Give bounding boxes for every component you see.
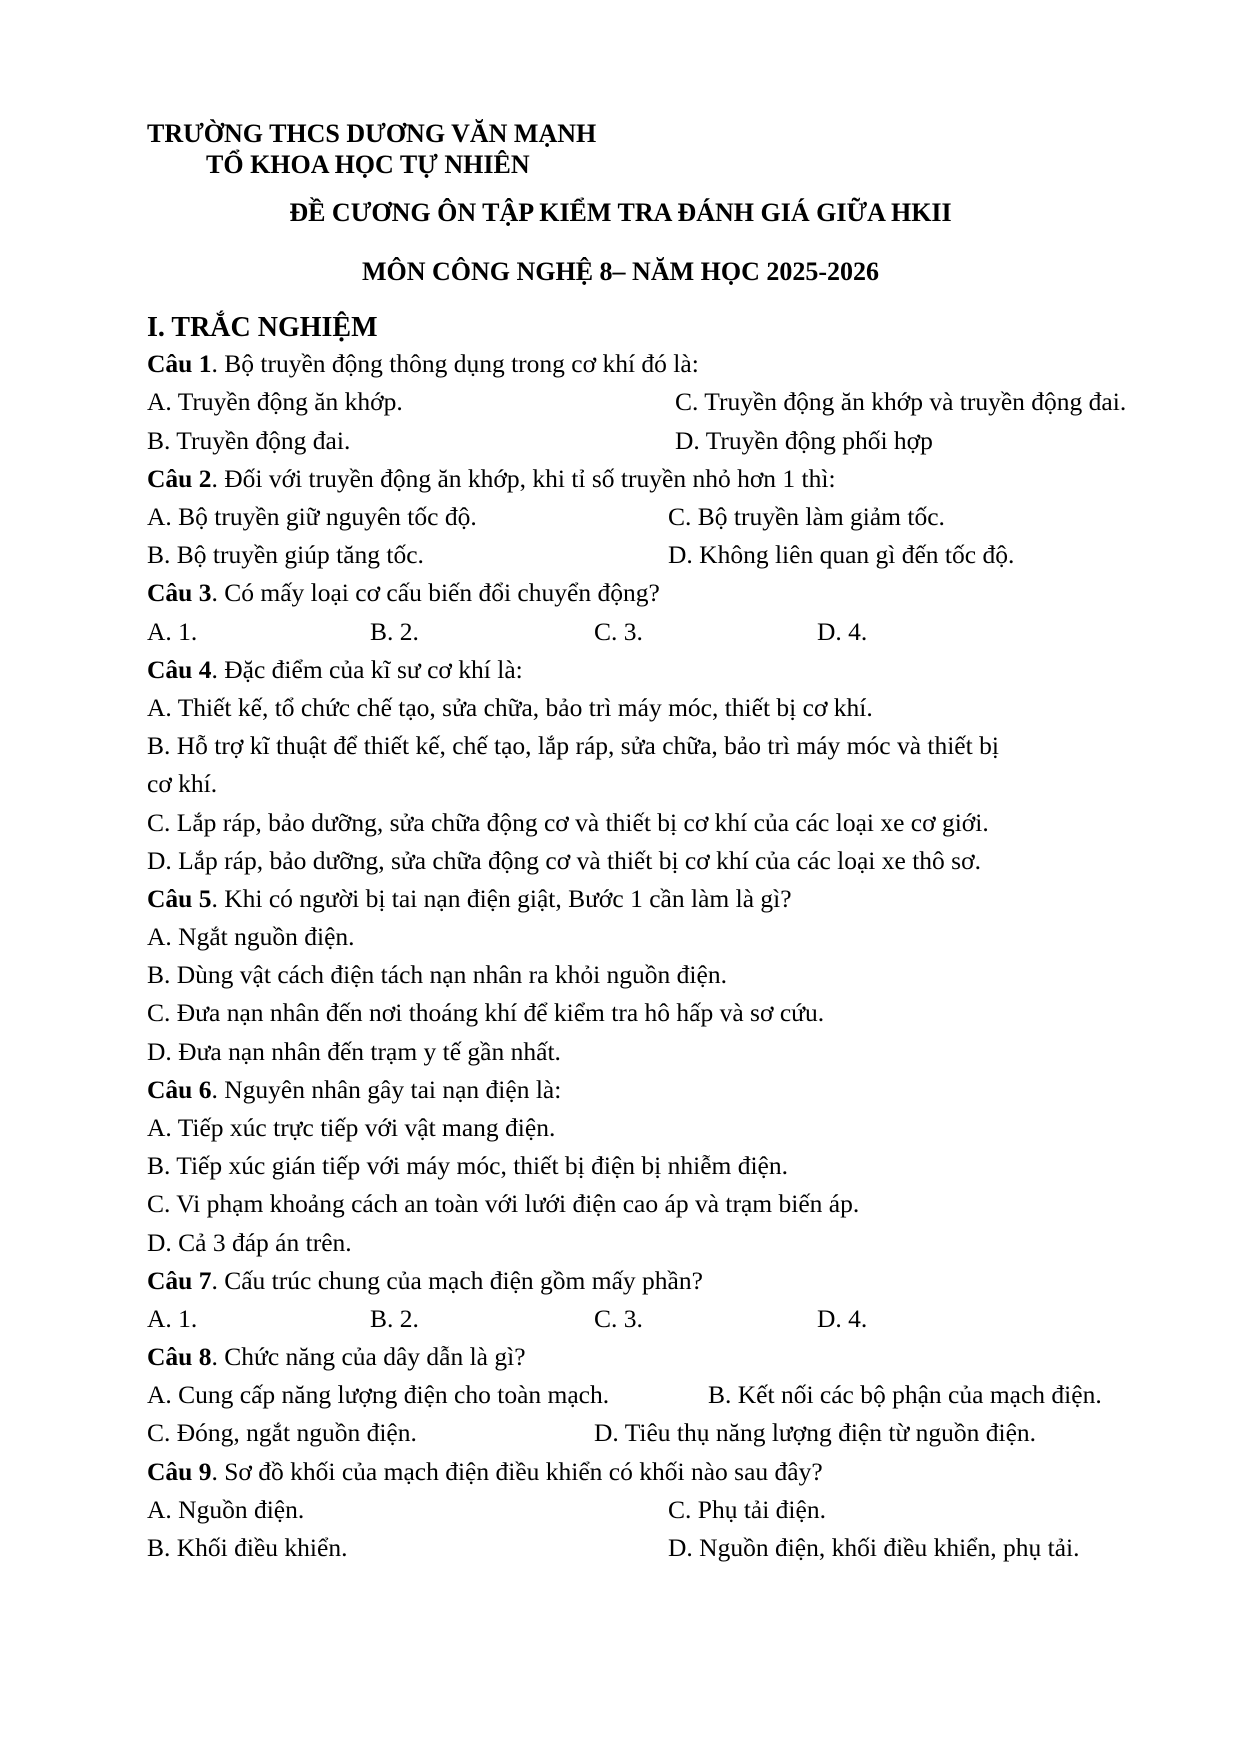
question-label: Câu 7: [147, 1266, 212, 1295]
question-6-option-a: A. Tiếp xúc trực tiếp với vật mang điện.: [147, 1113, 556, 1142]
question-label: Câu 3: [147, 578, 212, 607]
question-9: [147, 1457, 823, 1487]
question-3: [147, 578, 660, 608]
question-text: . Nguyên nhân gây tai nạn điện là:: [211, 1075, 562, 1104]
question-text: . Đặc điểm của kĩ sư cơ khí là:: [211, 655, 523, 684]
question-8-option-b: B. Kết nối các bộ phận của mạch điện.: [708, 1380, 1102, 1409]
question-8-option-c: C. Đóng, ngắt nguồn điện.: [147, 1418, 417, 1447]
question-7-option-a: A. 1.: [147, 1304, 198, 1333]
question-9-option-d: D. Nguồn điện, khối điều khiển, phụ tải.: [668, 1533, 1080, 1562]
question-2-option-d: D. Không liên quan gì đến tốc độ.: [668, 540, 1015, 569]
question-8-option-a: A. Cung cấp năng lượng điện cho toàn mạch.: [147, 1380, 610, 1409]
question-4-option-b-continued: cơ khí.: [147, 769, 218, 798]
question-text: . Khi có người bị tai nạn điện giật, Bước 1 cần làm là gì?: [211, 884, 792, 913]
question-3-option-a: A. 1.: [147, 617, 198, 646]
question-3-option-c: C. 3.: [594, 617, 643, 646]
question-7: [147, 1266, 703, 1296]
question-1-option-c: C. Truyền động ăn khớp và truyền động đai.: [675, 387, 1127, 416]
question-6-option-b: B. Tiếp xúc gián tiếp với máy móc, thiết bị điện bị nhiễm điện.: [147, 1151, 788, 1180]
question-text: . Cấu trúc chung của mạch điện gồm mấy phần?: [211, 1266, 703, 1295]
question-6: [147, 1075, 561, 1105]
question-6-option-c: C. Vi phạm khoảng cách an toàn với lưới điện cao áp và trạm biến áp.: [147, 1189, 860, 1218]
question-label: Câu 9: [147, 1457, 212, 1486]
question-4-option-d: D. Lắp ráp, bảo dưỡng, sửa chữa động cơ và thiết bị cơ khí của các loại xe thô sơ.: [147, 846, 981, 875]
department-name: TỔ KHOA HỌC TỰ NHIÊN: [206, 150, 530, 179]
question-text: . Đối với truyền động ăn khớp, khi tỉ số truyền nhỏ hơn 1 thì:: [211, 464, 836, 493]
question-2-option-c: C. Bộ truyền làm giảm tốc.: [668, 502, 945, 531]
question-2-option-a: A. Bộ truyền giữ nguyên tốc độ.: [147, 502, 477, 531]
question-5-option-c: C. Đưa nạn nhân đến nơi thoáng khí để kiểm tra hô hấp và sơ cứu.: [147, 998, 825, 1027]
question-text: . Bộ truyền động thông dụng trong cơ khí đó là:: [211, 349, 699, 378]
question-7-option-c: C. 3.: [594, 1304, 643, 1333]
question-6-option-d: D. Cả 3 đáp án trên.: [147, 1228, 352, 1257]
question-label: Câu 6: [147, 1075, 212, 1104]
question-label: Câu 2: [147, 464, 212, 493]
question-label: Câu 4: [147, 655, 212, 684]
section-title: I. TRẮC NGHIỆM: [147, 312, 378, 343]
question-label: Câu 1: [147, 349, 212, 378]
question-text: . Sơ đồ khối của mạch điện điều khiển có khối nào sau đây?: [211, 1457, 823, 1486]
question-label: Câu 8: [147, 1342, 212, 1371]
question-5-option-d: D. Đưa nạn nhân đến trạm y tế gần nhất.: [147, 1037, 561, 1066]
question-1-option-d: D. Truyền động phối hợp: [675, 426, 933, 455]
question-1: [147, 349, 699, 379]
question-label: Câu 5: [147, 884, 212, 913]
question-3-option-b: B. 2.: [370, 617, 419, 646]
question-1-option-a: A. Truyền động ăn khớp.: [147, 387, 403, 416]
school-name: TRƯỜNG THCS DƯƠNG VĂN MẠNH: [147, 119, 597, 148]
question-5-option-a: A. Ngắt nguồn điện.: [147, 922, 355, 951]
question-1-option-b: B. Truyền động đai.: [147, 426, 351, 455]
question-7-option-d: D. 4.: [817, 1304, 868, 1333]
question-4-option-c: C. Lắp ráp, bảo dưỡng, sửa chữa động cơ và thiết bị cơ khí của các loại xe cơ giới.: [147, 808, 989, 837]
question-text: . Chức năng của dây dẫn là gì?: [211, 1342, 526, 1371]
question-5-option-b: B. Dùng vật cách điện tách nạn nhân ra khỏi nguồn điện.: [147, 960, 727, 989]
question-9-option-a: A. Nguồn điện.: [147, 1495, 305, 1524]
question-8: [147, 1342, 526, 1372]
question-text: . Có mấy loại cơ cấu biến đổi chuyển động?: [211, 578, 660, 607]
question-5: [147, 884, 792, 914]
question-4-option-b: B. Hỗ trợ kĩ thuật để thiết kế, chế tạo, lắp ráp, sửa chữa, bảo trì máy móc và thiết bị: [147, 731, 999, 760]
question-9-option-b: B. Khối điều khiển.: [147, 1533, 348, 1562]
document-subtitle: MÔN CÔNG NGHỆ 8– NĂM HỌC 2025-2026: [361, 257, 880, 286]
question-2: [147, 464, 836, 494]
question-4: [147, 655, 523, 685]
question-9-option-c: C. Phụ tải điện.: [668, 1495, 826, 1524]
question-2-option-b: B. Bộ truyền giúp tăng tốc.: [147, 540, 424, 569]
question-7-option-b: B. 2.: [370, 1304, 419, 1333]
question-4-option-a: A. Thiết kế, tổ chức chế tạo, sửa chữa, bảo trì máy móc, thiết bị cơ khí.: [147, 693, 873, 722]
question-8-option-d: D. Tiêu thụ năng lượng điện từ nguồn điện.: [594, 1418, 1037, 1447]
question-3-option-d: D. 4.: [817, 617, 868, 646]
document-title: ĐỀ CƯƠNG ÔN TẬP KIỂM TRA ĐÁNH GIÁ GIỮA HKII: [289, 198, 952, 227]
